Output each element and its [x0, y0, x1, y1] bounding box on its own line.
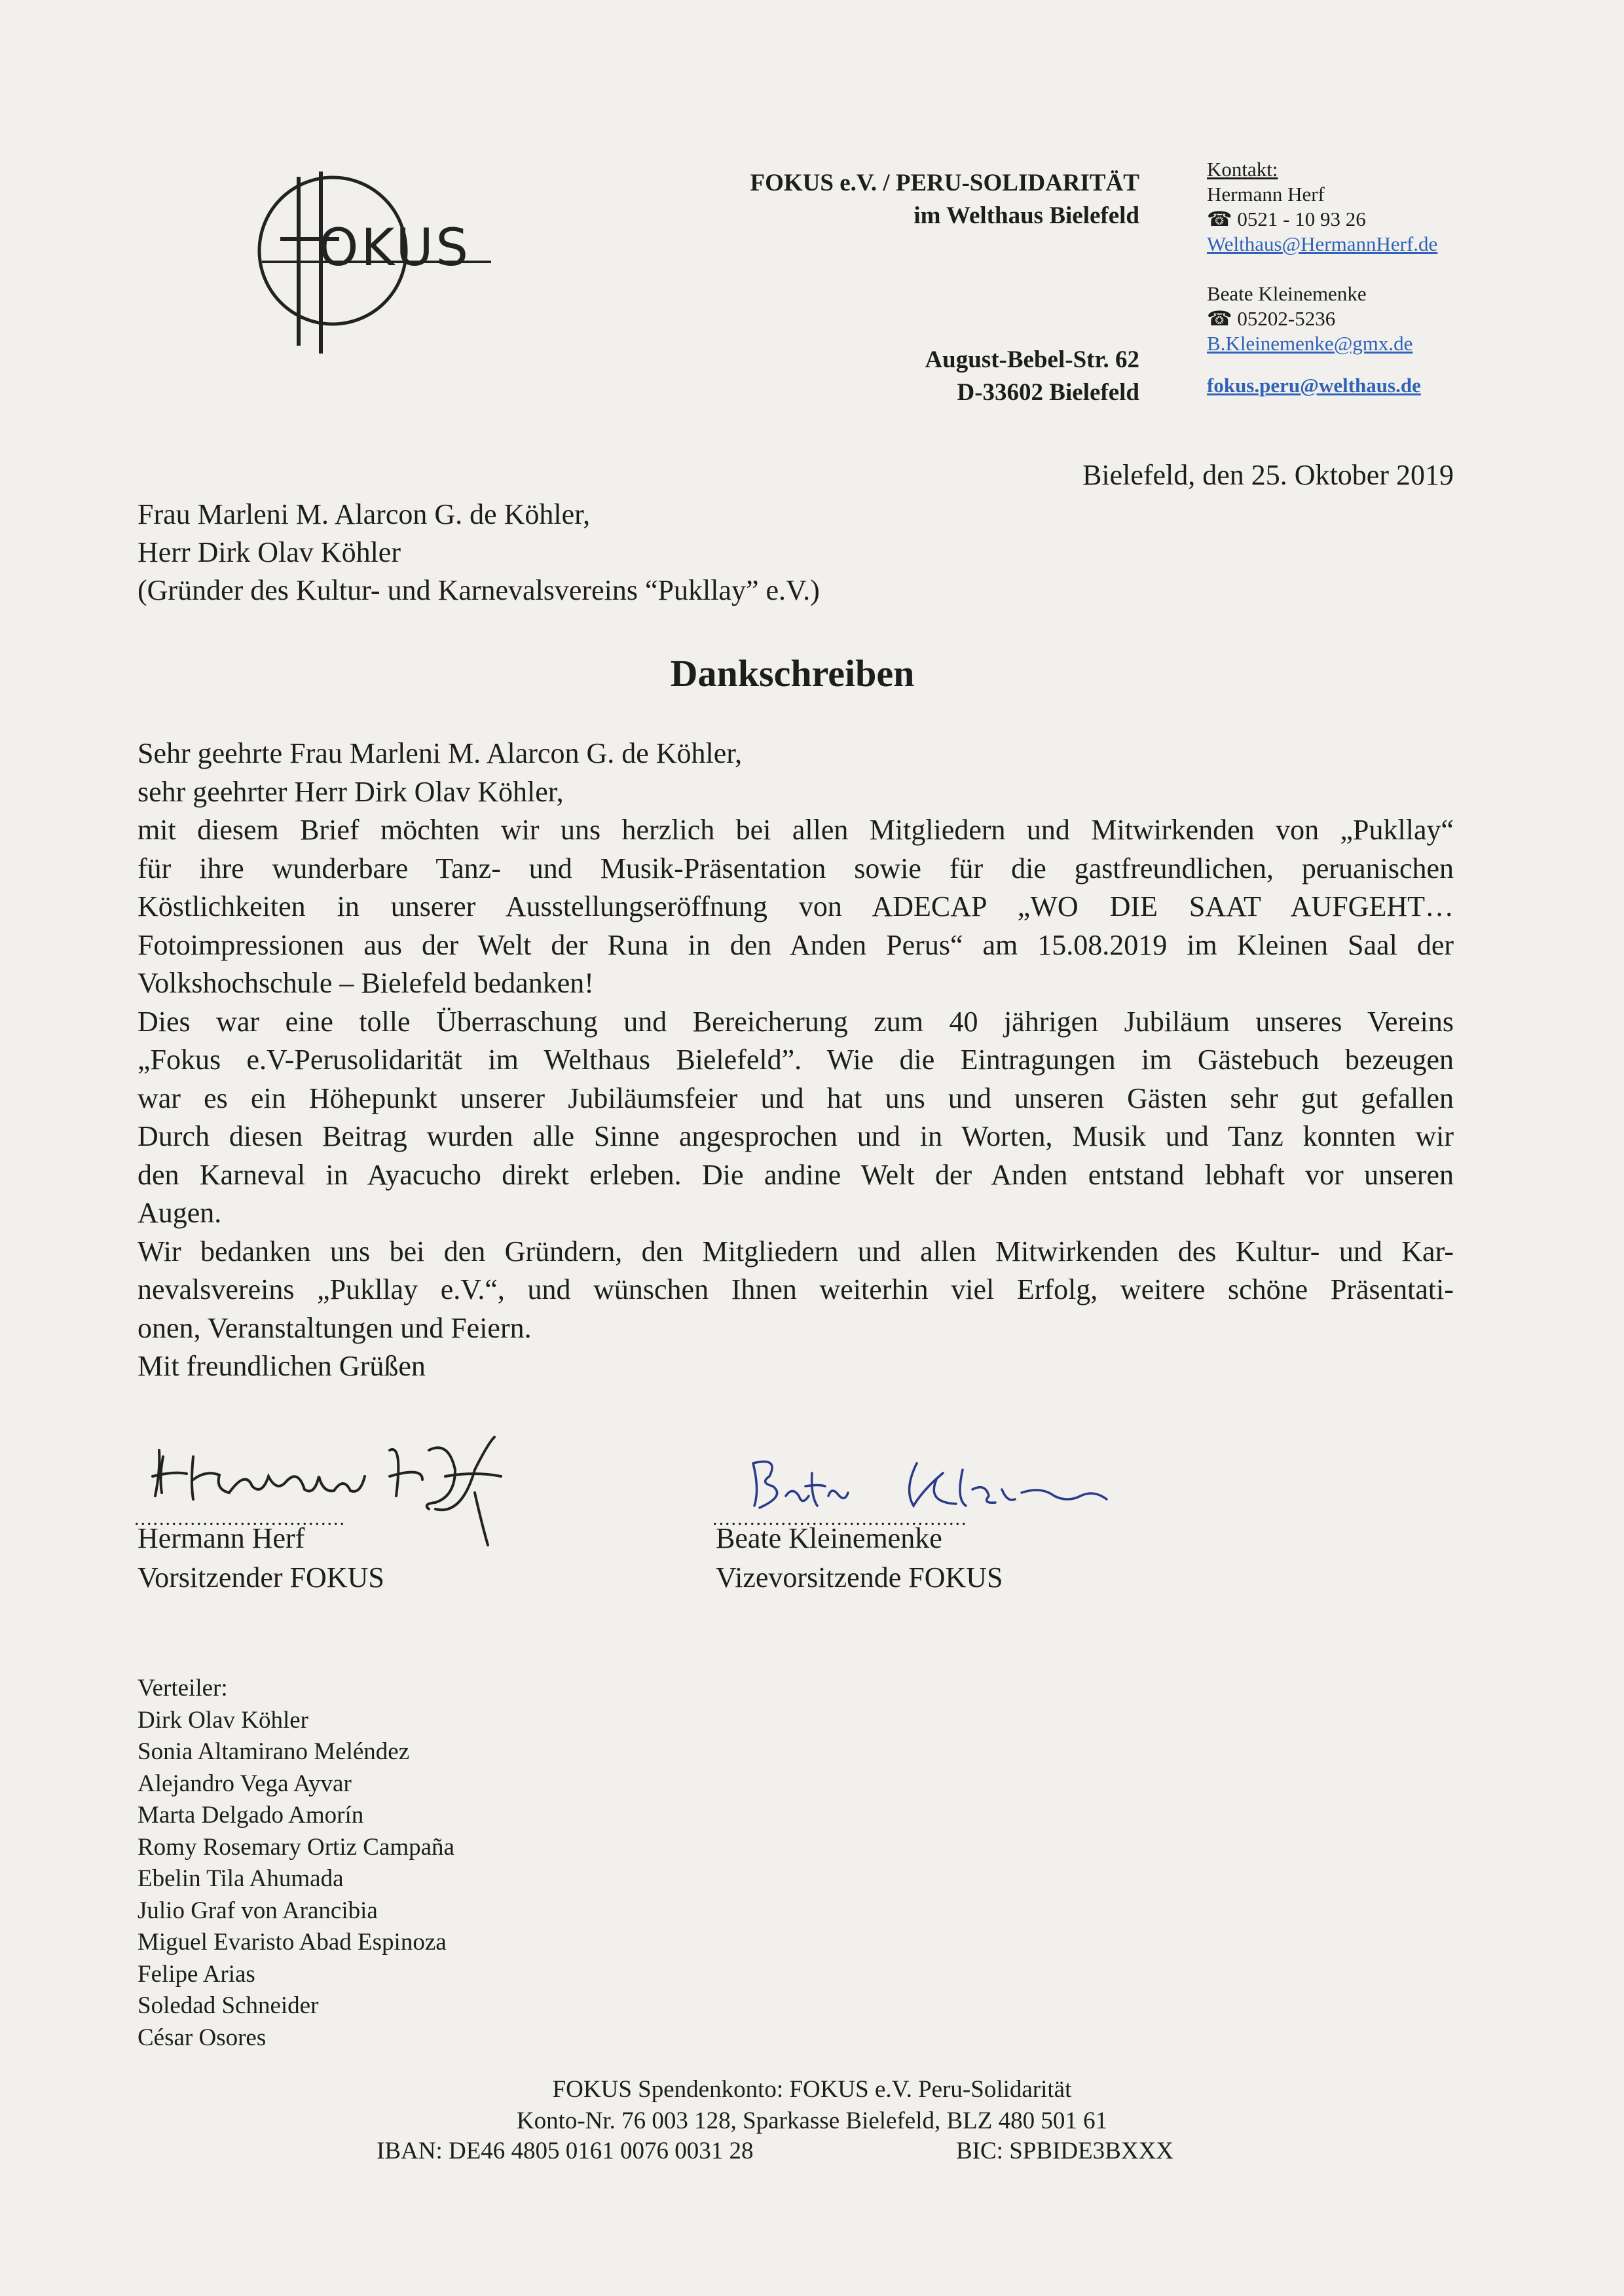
body-line: Fotoimpressionen aus der Welt der Runa in den Anden Perus“ am 15.08.2019 im Kleinen Saal der	[138, 928, 1454, 961]
signature-line-2: .........................................	[712, 1508, 968, 1529]
contact-name-1: Hermann Herf	[1207, 183, 1325, 206]
body-line: nevalsvereins „Pukllay e.V.“, und wünschen Ihnen weiterhin viel Erfolg, weitere schöne Präsentati-	[138, 1273, 1454, 1305]
body-line: war es ein Höhepunkt unserer Jubiläumsfeier und hat uns und unseren Gästen sehr gut gefallen	[138, 1082, 1454, 1114]
contact-name-2: Beate Kleinemenke	[1207, 282, 1367, 305]
city: D-33602 Bielefeld	[957, 379, 1139, 406]
letter-subject: Dankschreiben	[670, 652, 915, 695]
body-line: Dies war eine tolle Überraschung und Bereicherung zum 40 jährigen Jubiläum unseres Vereins	[138, 1005, 1454, 1038]
contact-email-1[interactable]: Welthaus@HermannHerf.de	[1207, 232, 1438, 255]
body-line: Mit freundlichen Grüßen	[138, 1350, 426, 1382]
distribution-list	[138, 1673, 454, 2054]
phone-icon: ☎	[1207, 307, 1232, 330]
body-line: den Karneval in Ayacucho direkt erleben. Die andine Welt der Anden entstand lebhaft vor unseren	[138, 1158, 1454, 1191]
distribution-name: Romy Rosemary Ortiz Campaña	[138, 1833, 454, 1861]
signatory-1	[138, 1519, 384, 1597]
org-email[interactable]: fokus.peru@welthaus.de	[1207, 374, 1421, 397]
recipient-line: Frau Marleni M. Alarcon G. de Köhler,	[138, 498, 591, 530]
signatory-name: Hermann Herf	[138, 1522, 305, 1554]
distribution-name: Alejandro Vega Ayvar	[138, 1770, 352, 1797]
body-line: Augen.	[138, 1197, 222, 1229]
organization-name	[655, 167, 1139, 232]
organization-address	[819, 344, 1139, 409]
footer-line-1: FOKUS Spendenkonto: FOKUS e.V. Peru-Solidarität	[552, 2076, 1072, 2103]
contact-email-2[interactable]: B.Kleinemenke@gmx.de	[1207, 332, 1413, 355]
body-line: Durch diesen Beitrag wurden alle Sinne angesprochen und in Worten, Musik und Tanz konnten wir	[138, 1120, 1454, 1152]
signatory-2	[716, 1519, 1003, 1597]
footer-bic: BIC: SPBIDE3BXXX	[956, 2138, 1174, 2164]
body-line: onen, Veranstaltungen und Feiern.	[138, 1311, 532, 1344]
org-line-1: FOKUS e.V. / PERU-SOLIDARITÄT	[750, 170, 1139, 196]
street: August-Bebel-Str. 62	[925, 346, 1139, 373]
phone-icon: ☎	[1207, 208, 1232, 230]
contact-title: Kontakt:	[1207, 158, 1278, 181]
recipient-line: Herr Dirk Olav Köhler	[138, 536, 401, 568]
letter-body	[138, 735, 1454, 1386]
distribution-name: César Osores	[138, 2024, 267, 2051]
body-line: Köstlichkeiten in unserer Ausstellungseröffnung von ADECAP „WO DIE SAAT AUFGEHT…	[138, 890, 1454, 922]
distribution-name: Felipe Arias	[138, 1960, 255, 1988]
svg-text:OKUS: OKUS	[318, 219, 471, 278]
distribution-name: Dirk Olav Köhler	[138, 1706, 308, 1734]
body-line: Volkshochschule – Bielefeld bedanken!	[138, 967, 594, 999]
fokus-logo	[242, 157, 504, 380]
body-line: Wir bedanken uns bei den Gründern, den Mitgliedern und allen Mitwirkenden des Kultur- und Kar-	[138, 1235, 1454, 1267]
body-line: für ihre wunderbare Tanz- und Musik-Präsentation sowie für die gastfreundlichen, peruanischen	[138, 852, 1454, 884]
distribution-name: Miguel Evaristo Abad Espinoza	[138, 1929, 447, 1956]
body-line: Sehr geehrte Frau Marleni M. Alarcon G. de Köhler,	[138, 737, 743, 769]
distribution-name: Ebelin Tila Ahumada	[138, 1865, 344, 1892]
body-line: mit diesem Brief möchten wir uns herzlich bei allen Mitgliedern und Mitwirkenden von „Pukllay“	[138, 814, 1454, 846]
distribution-name: Sonia Altamirano Meléndez	[138, 1738, 410, 1765]
signature-line-1: ..................................	[134, 1508, 346, 1529]
footer-bank-info	[0, 2074, 1624, 2137]
signatory-role: Vorsitzender FOKUS	[138, 1561, 384, 1594]
distribution-name: Julio Graf von Arancibia	[138, 1897, 378, 1924]
org-line-2: im Welthaus Bielefeld	[913, 202, 1139, 229]
body-line: sehr geehrter Herr Dirk Olav Köhler,	[138, 775, 564, 808]
contact-phone-2: ☎ 05202-5236	[1207, 307, 1336, 330]
recipient-line: (Gründer des Kultur- und Karnevalsvereins “Pukllay” e.V.)	[138, 574, 820, 606]
distribution-name: Soledad Schneider	[138, 1992, 319, 2019]
footer-iban: IBAN: DE46 4805 0161 0076 0031 28	[377, 2138, 754, 2164]
body-line: „Fokus e.V-Perusolidarität im Welthaus Bielefeld”. Wie die Eintragungen im Gästebuch bezeugen	[138, 1044, 1454, 1076]
letter-date: Bielefeld, den 25. Oktober 2019	[1082, 459, 1454, 491]
distribution-title: Verteiler:	[138, 1675, 228, 1702]
footer-line-2: Konto-Nr. 76 003 128, Sparkasse Bielefeld, BLZ 480 501 61	[516, 2107, 1108, 2134]
contact-block	[1207, 157, 1600, 398]
distribution-name: Marta Delgado Amorín	[138, 1802, 364, 1829]
contact-phone-1: ☎ 0521 - 10 93 26	[1207, 208, 1366, 230]
signatory-name: Beate Kleinemenke	[716, 1522, 942, 1554]
recipient-block	[138, 496, 820, 610]
signatory-role: Vizevorsitzende FOKUS	[716, 1561, 1003, 1594]
